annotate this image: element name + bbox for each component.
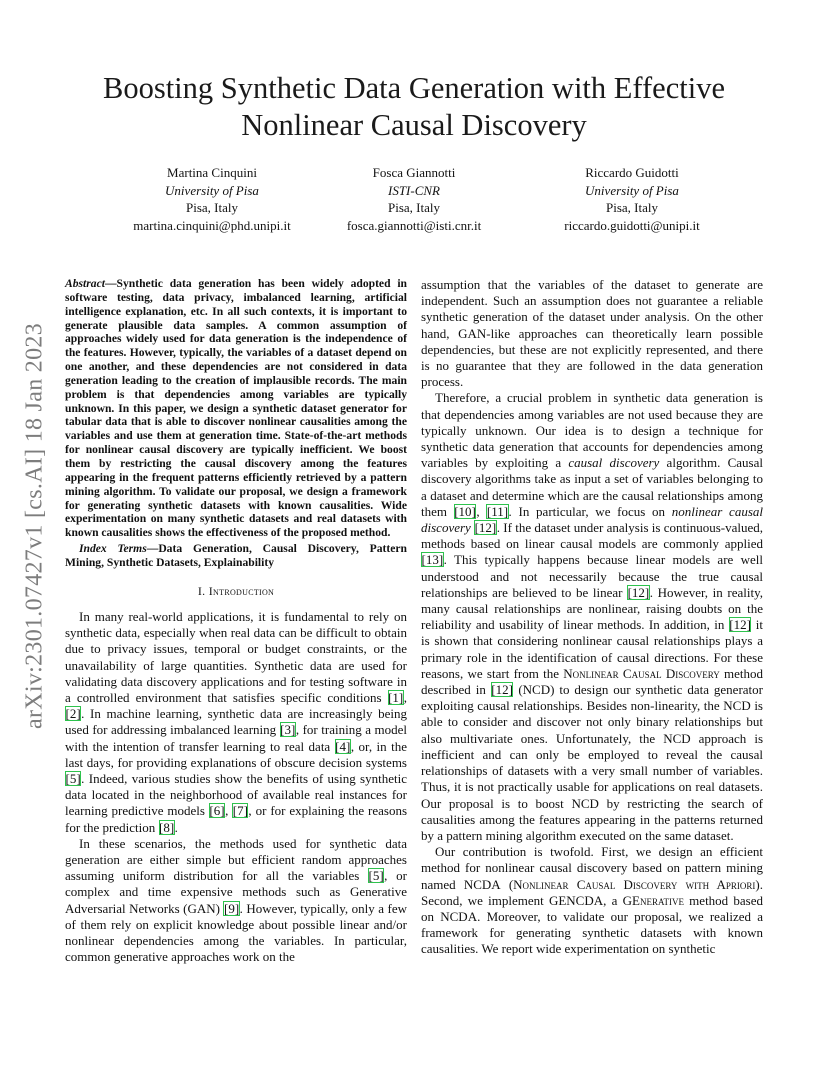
- author-name: Fosca Giannotti: [372, 165, 456, 180]
- text-run: ,: [225, 803, 233, 819]
- section-title: Introduction: [208, 583, 275, 598]
- author-email: fosca.giannotti@isti.cnr.it: [346, 217, 482, 233]
- text-run: . If the dataset under analysis is continuous-valued, methods based on linear causal models are commonly applied: [421, 520, 763, 552]
- paper-title: [40, 70, 788, 144]
- text-run: (: [513, 682, 523, 698]
- text-run: by restricting the search of causalities among the features appearing in the patterns returned by a pattern mining algorithm executed on the same dataset.: [421, 795, 763, 843]
- section-heading: [65, 583, 407, 599]
- citation-link[interactable]: [3]: [280, 722, 296, 738]
- text-run: In many real-world applications, it is fundamental to rely on synthetic data, especially when real data can be difficult to obtain due to privacy issues, temporal or budget constraints, or the unavailability of large quantities. Synthetic data are used for validating data discovery applications and for testing software in a controlled environment that satisfies specific conditions: [65, 608, 407, 705]
- text-run: . However, typically, only a few of them rely on explicit knowledge about possible linear and/or nonlinear dependencies among the variables. In particular, common generative approaches work on the: [65, 900, 407, 965]
- citation-link[interactable]: [13]: [421, 552, 444, 568]
- author-email: martina.cinquini@phd.unipi.it: [133, 217, 291, 233]
- citation-link[interactable]: [12]: [729, 617, 751, 633]
- method-acronym: NCD: [663, 730, 691, 746]
- text-run: Our contribution is twofold. First, we design an efficient method for nonlinear causal discovery based on pattern mining named: [421, 844, 763, 892]
- author-email: riccardo.guidotti@unipi.it: [564, 217, 700, 233]
- citation-link[interactable]: [7]: [232, 803, 248, 819]
- text-run: , or complex and time expensive methods such as Generative Adversarial Networks (GAN): [65, 868, 407, 916]
- citation-link[interactable]: [12]: [627, 584, 650, 600]
- text-run: ) to design our synthetic data generator exploiting causal relationships. Besides non-linearity, the: [421, 682, 763, 714]
- text-run: it is shown that considering nonlinear causal relationships plays a primary role in the identification of causal directions. For these reasons, we start from the: [421, 617, 763, 681]
- text-run: ,: [403, 689, 407, 705]
- paragraph: [65, 836, 407, 966]
- author-name: Martina Cinquini: [167, 165, 257, 180]
- text-run: . In machine learning, synthetic data are increasingly being used for addressing imbalanced learning: [65, 706, 407, 738]
- emphasis: nonlinear causal discovery: [421, 503, 763, 536]
- text-run: ). Second, we implement: [421, 876, 763, 908]
- text-run: , for training a model with the intention of transfer learning to real data: [65, 722, 407, 754]
- text-run: . This typically happens because linear models are well understood and not necessarily because the true causal relationships are believed to be linear: [421, 552, 763, 600]
- text-run: . Moreover, to validate our proposal, we realized a framework for generating synthetic datasets with known causalities. We report wide experimentation on synthetic: [421, 908, 763, 957]
- citation-link[interactable]: [1]: [388, 689, 404, 705]
- text-run: method described in: [421, 665, 763, 698]
- author-affiliation: ISTI-CNR: [388, 182, 440, 198]
- paragraph: [65, 609, 407, 836]
- text-run: In these scenarios, the methods used for synthetic data generation are either simple but efficient random approaches assuming uniform distribution for all the variables: [65, 835, 407, 884]
- citation-link[interactable]: [2]: [65, 706, 81, 722]
- title-line-2: Nonlinear Causal Discovery: [241, 108, 587, 142]
- author-block: [530, 164, 734, 234]
- arxiv-identifier: arXiv:2301.07427v1 [cs.AI] 18 Jan 2023: [21, 322, 48, 730]
- citation-link[interactable]: [5]: [65, 770, 81, 786]
- author-block: [324, 164, 504, 234]
- abstract: Abstract—Synthetic data generation has been widely adopted in software testing, data privacy, imbalanced learning, artificial intelligence explanation, etc. In all such contexts, it is important to generate plausible data samples. A common assumption of approaches widely used for data generation is the independence of the features. However, typically, the variables of a dataset depend on one another, and these dependencies are not considered in data generation leading to the creation of implausible records. The main problem is that dependencies among variables are typically unknown. In this paper, we design a synthetic dataset generator for tabular data that is able to discover nonlinear causalities among the variables and use them at generation time. State-of-the-art methods for nonlinear causal discovery are typically inefficient. We boost them by restricting the causal discovery among the features appearing in the frequent patterns efficiently retrieved by a pattern mining algorithm. To validate our proposal, we design a framework for generating synthetic datasets with known causalities. Wide experimentation on many synthetic datasets and real datasets with known causalities shows the effectiveness of the proposed method.: [65, 277, 407, 540]
- text-run: . Indeed, various studies show the benefits of using synthetic data located in the neighborhood of available real instances for learning predictive models: [65, 770, 407, 819]
- left-column: [65, 277, 407, 965]
- section-number: I.: [197, 583, 206, 598]
- method-acronym: GENCDA: [548, 892, 604, 908]
- paragraph: [421, 844, 763, 957]
- title-line-1: Boosting Synthetic Data Generation with Effective: [103, 71, 725, 105]
- citation-link[interactable]: [4]: [335, 738, 351, 754]
- author-location: Pisa, Italy: [606, 200, 658, 215]
- text-run: ,: [476, 503, 487, 519]
- text-run: approach is inefficient and can only be employed to reveal the causal relationships of datasets with a very small number of variables. Thus, it is not practically usable for applications on real datasets. Our proposal is to boost: [421, 730, 764, 811]
- paragraph: assumption that the variables of the dataset to generate are independent. Such an assumption does not guarantee a reliable synthetic generation of the dataset under analysis. On the other hand, GAN-like approaches can theoretically learn possible dependencies, but these are not explicitly represented, and there is no guarantee that they are followed in the data generation process.: [421, 277, 763, 390]
- index-terms: Index Terms—Data Generation, Causal Discovery, Pattern Mining, Synthetic Datasets, Explainability: [65, 542, 407, 569]
- author-affiliation: University of Pisa: [585, 182, 679, 198]
- citation-link[interactable]: [12]: [474, 520, 497, 536]
- method-acronym: NCD: [723, 698, 751, 714]
- citation-link[interactable]: [5]: [368, 868, 384, 884]
- text-run: Therefore, a crucial problem in synthetic data generation is that dependencies among variables are not used because they are typically unknown. Our idea is to design a technique for synthetic data generation that accounts for dependencies among variables by exploiting a: [421, 390, 763, 471]
- citation-link[interactable]: [10]: [454, 503, 476, 519]
- method-acronym: NCDA: [440, 908, 478, 924]
- text-run: .: [174, 819, 178, 835]
- text-run: is able to consider and discover not only binary relationships but also multivariate ones. Unfortunately, the: [421, 698, 763, 746]
- citation-link[interactable]: [11]: [486, 503, 509, 519]
- index-terms-label: Index Terms: [79, 542, 147, 556]
- text-run: method based on: [421, 892, 764, 924]
- author-location: Pisa, Italy: [186, 200, 238, 215]
- citation-link[interactable]: [6]: [209, 803, 225, 819]
- index-terms-text: Data Generation, Causal Discovery, Pattern Mining, Synthetic Datasets, Explainability: [65, 542, 407, 569]
- text-run: . However, in reality, many causal relationships are nonlinear, raising doubts on the reliability and usability of linear methods. In addition, in: [421, 584, 763, 633]
- citation-link[interactable]: [12]: [491, 682, 513, 698]
- author-name: Riccardo Guidotti: [585, 165, 679, 180]
- text-run: , a: [603, 892, 623, 908]
- method-name: Nonlinear Causal Discovery: [563, 665, 720, 681]
- text-run: (: [500, 876, 514, 892]
- paragraph: [421, 390, 763, 844]
- citation-link[interactable]: [9]: [223, 900, 240, 916]
- author-location: Pisa, Italy: [388, 200, 440, 215]
- arxiv-sidebar: [20, 296, 50, 756]
- abstract-label: Abstract: [65, 277, 105, 290]
- method-acronym: NCD: [571, 795, 599, 811]
- abstract-text: Synthetic data generation has been widely adopted in software testing, data privacy, imbalanced learning, artificial intelligence explanation, etc. In all such contexts, it is important to generate plausible data samples. A common assumption of approaches widely used for data generation is the independence of the features. However, typically, the variables of a dataset depend on one another, and these dependencies are not considered in data generation leading to the creation of implausible records. The main problem is that dependencies among variables are typically unknown. In this paper, we design a synthetic dataset generator for tabular data that is able to discover nonlinear causalities among the variables and use them at generation time. State-of-the-art methods for nonlinear causal discovery are typically inefficient. We boost them by restricting the causal discovery among the features appearing in the frequent patterns efficiently retrieved by a pattern mining algorithm. To validate our proposal, we design a framework for generating synthetic datasets with known causalities. Wide experimentation on many synthetic datasets and real datasets with known causalities shows the effectiveness of the proposed method.: [65, 277, 407, 540]
- text-run: algorithm. Causal discovery algorithms take as input a set of variables belonging to a dataset and determine which are the causal relationships among them: [421, 455, 763, 519]
- emphasis: causal discovery: [568, 455, 660, 471]
- text-run: , or for explaining the reasons for the prediction: [65, 803, 407, 835]
- method-name: GEnerative: [622, 892, 684, 908]
- method-acronym: NCD: [522, 682, 551, 698]
- text-run: . In particular, we focus on: [508, 503, 672, 519]
- right-column: [421, 277, 763, 958]
- author-affiliation: University of Pisa: [165, 182, 259, 198]
- method-acronym: NCDA: [463, 876, 501, 892]
- text-run: , or, in the last days, for providing explanations of obscure decision systems: [65, 738, 407, 770]
- citation-link[interactable]: [8]: [159, 819, 175, 835]
- method-name: Nonlinear Causal Discovery with Apriori: [513, 876, 756, 892]
- author-block: [110, 164, 314, 234]
